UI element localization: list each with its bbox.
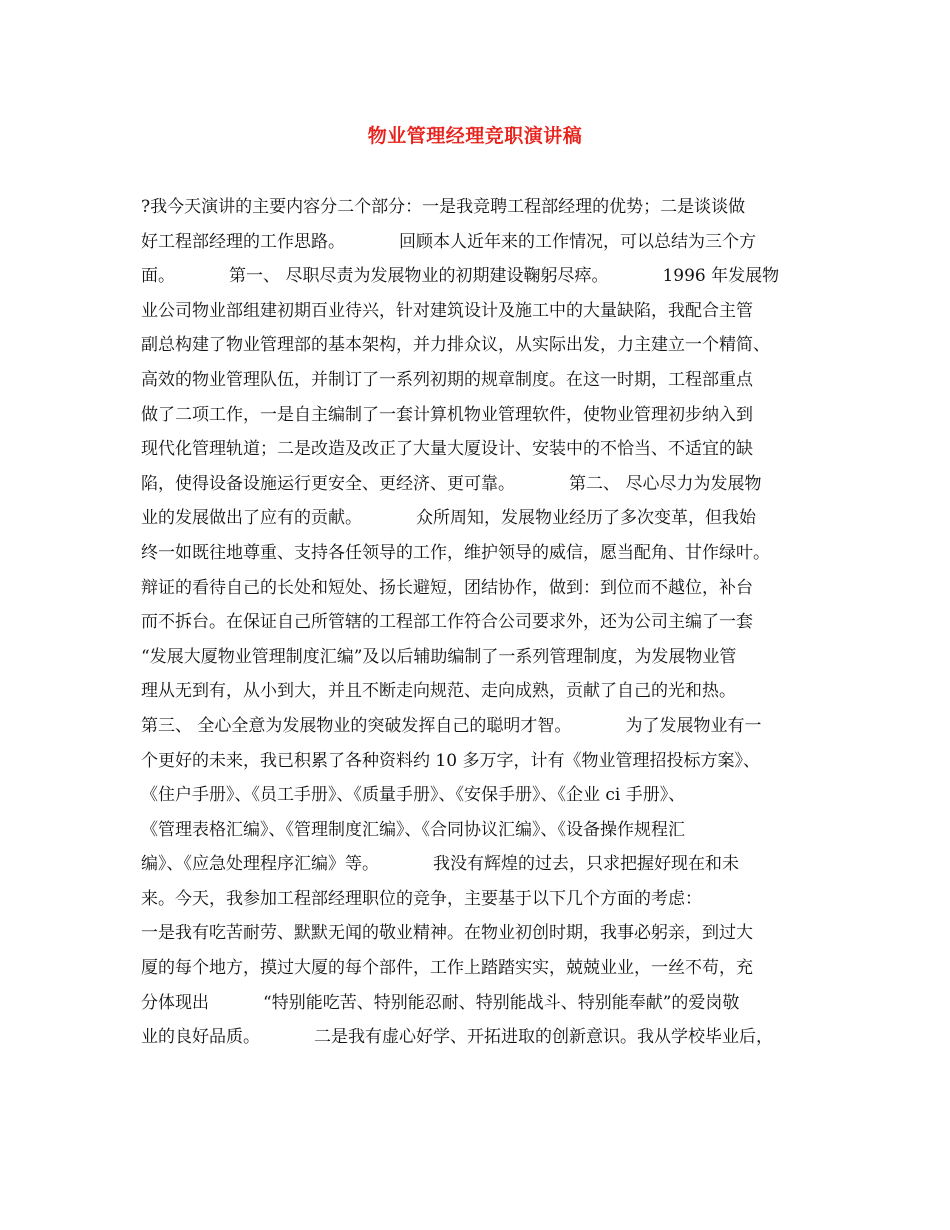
body-line: 高效的物业管理队伍，并制订了一系列初期的规章制度。在这一时期，工程部重点: [141, 369, 753, 390]
body-line: “发展大厦物业管理制度汇编”及以后辅助编制了一系列管理制度，为发展物业管: [141, 646, 737, 667]
body-line: 个更好的未来，我已积累了各种资料约 10 多万字，计有《物业管理招投标方案》、: [141, 750, 760, 771]
body-line: 来。今天，我参加工程部经理职位的竞争，主要基于以下几个方面的考虑：: [141, 888, 702, 909]
body-line: 一是我有吃苦耐劳、默默无闻的敬业精神。在物业初创时期，我事必躬亲，到过大: [141, 923, 753, 944]
body-line: 副总构建了物业管理部的基本架构，并力排众议，从实际出发，力主建立一个精简、: [141, 335, 770, 356]
body-line: 现代化管理轨道；二是改造及改正了大量大厦设计、安装中的不恰当、不适宜的缺: [141, 439, 753, 460]
body-line: ?我今天演讲的主要内容分二个部分：一是我竞聘工程部经理的优势；二是谈谈做: [141, 197, 746, 217]
body-line: 面。 第一、 尽职尽责为发展物业的初期建设鞠躬尽瘁。 1996 年发展物: [141, 266, 780, 287]
body-line: 业公司物业部组建初期百业待兴，针对建筑设计及施工中的大量缺陷，我配合主管: [141, 300, 753, 321]
body-line: 业的良好品质。 二是我有虚心好学、开拓进取的创新意识。我从学校毕业后，: [141, 1027, 774, 1048]
body-line: 陷，使得设备设施运行更安全、更经济、更可靠。 第二、 尽心尽力为发展物: [141, 473, 762, 494]
body-line: 第三、 全心全意为发展物业的突破发挥自己的聪明才智。 为了发展物业有一: [141, 715, 762, 736]
body-line: 终一如既往地尊重、支持各任领导的工作，维护领导的威信，愿当配角、甘作绿叶。: [141, 542, 770, 563]
body-line: 分体现出 “特别能吃苦、特别能忍耐、特别能战斗、特别能奉献”的爱岗敬: [141, 992, 740, 1013]
body-line: 做了二项工作，一是自主编制了一套计算机物业管理软件，使物业管理初步纳入到: [141, 404, 753, 425]
document-title: 物业管理经理竞职演讲稿: [367, 125, 583, 147]
body-line: 《管理表格汇编》、《管理制度汇编》、《合同协议汇编》、《设备操作规程汇: [141, 819, 685, 840]
body-line: 业的发展做出了应有的贡献。 众所周知，发展物业经历了多次变革，但我始: [141, 508, 757, 529]
body-line: 辩证的看待自己的长处和短处、扬长避短，团结协作，做到：到位而不越位，补台: [141, 577, 753, 598]
body-line: 而不拆台。在保证自己所管辖的工程部工作符合公司要求外，还为公司主编了一套: [141, 612, 753, 633]
body-line: 厦的每个地方，摸过大厦的每个部件，工作上踏踏实实，兢兢业业，一丝不苟，充: [141, 958, 753, 979]
body-line: 好工程部经理的工作思路。 回顾本人近年来的工作情况，可以总结为三个方: [141, 231, 757, 252]
document-body: [141, 190, 813, 1055]
body-line: 《住户手册》、《员工手册》、《质量手册》、《安保手册》、《企业 ci 手册》、: [141, 785, 686, 806]
body-line: 编》、《应急处理程序汇编》等。 我没有辉煌的过去，只求把握好现在和未: [141, 854, 740, 875]
body-line: 理从无到有，从小到大，并且不断走向规范、走向成熟，贡献了自己的光和热。: [141, 681, 736, 702]
